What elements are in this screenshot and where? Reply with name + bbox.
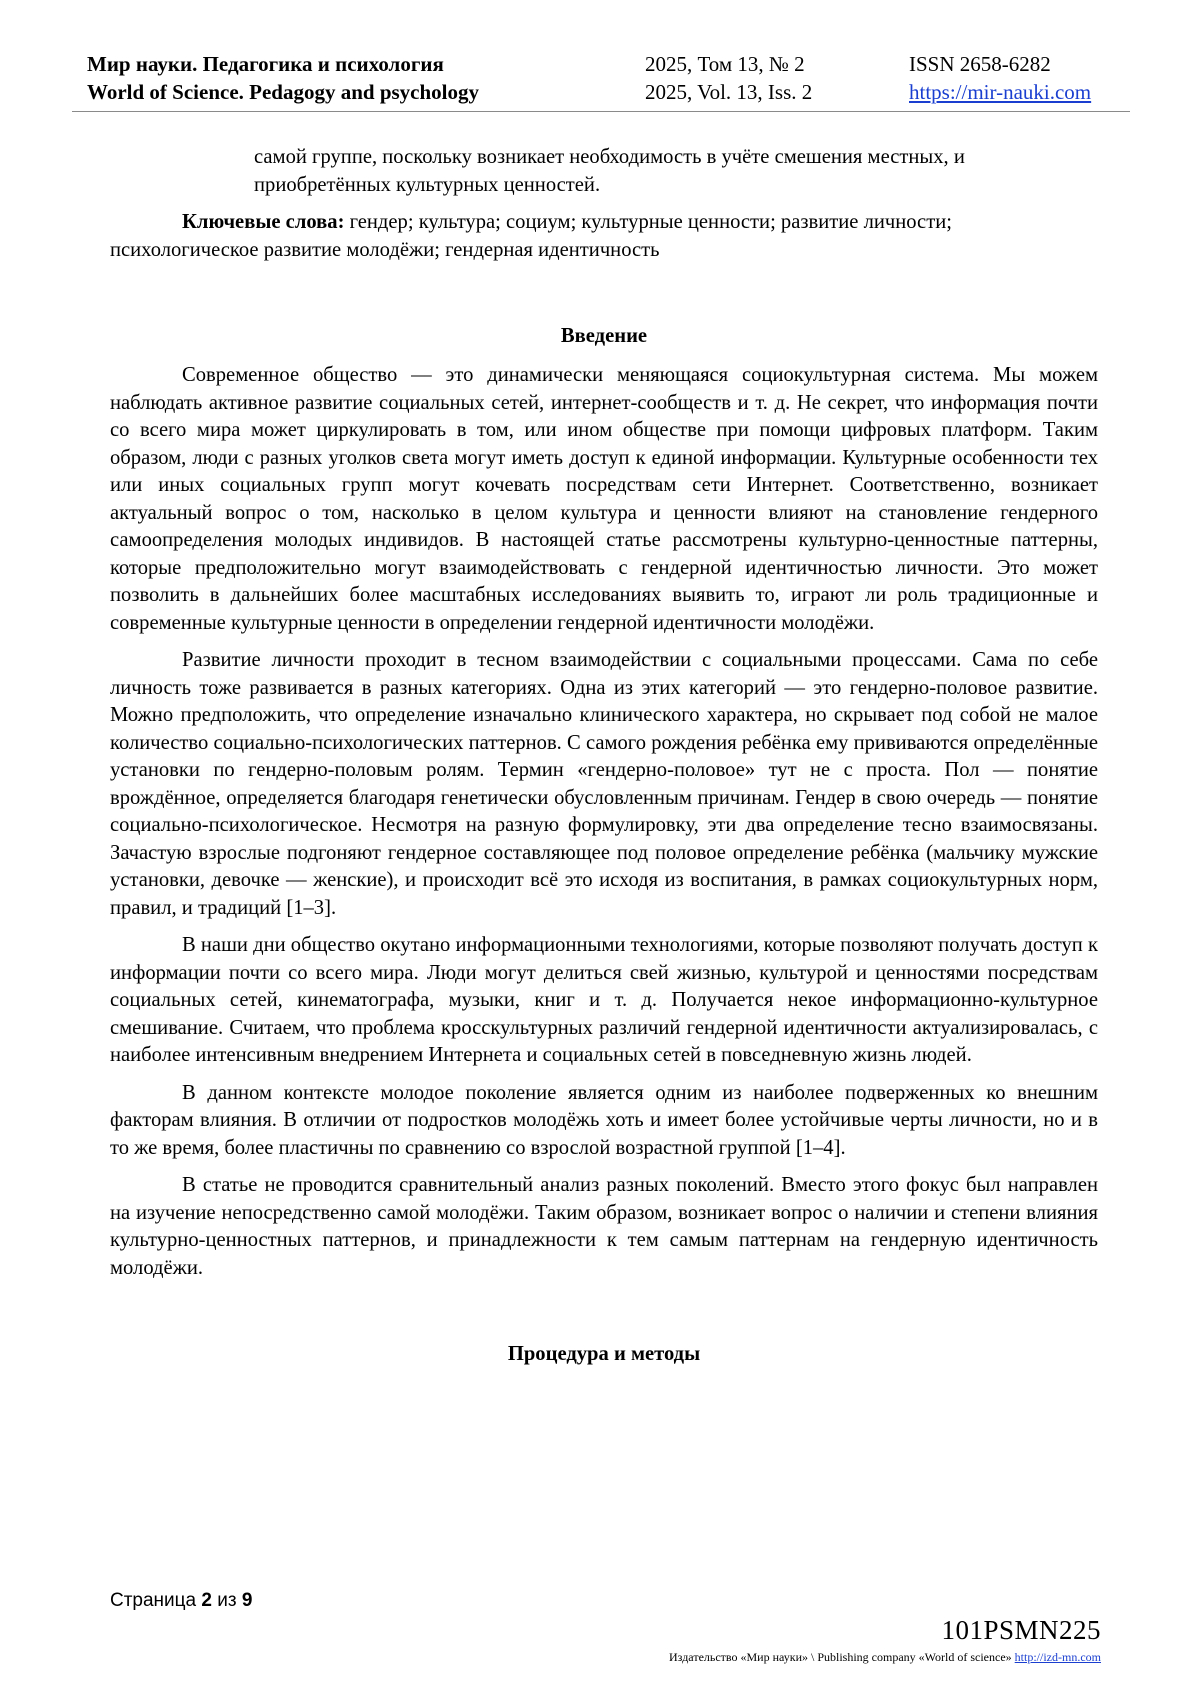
- issn: ISSN 2658-6282: [909, 52, 1051, 76]
- publisher-url-link[interactable]: http://izd-mn.com: [1014, 1650, 1101, 1664]
- article-code: 101PSMN225: [941, 1615, 1101, 1645]
- section-heading-methods: Процедура и методы: [507, 1343, 701, 1365]
- page-current: 2: [201, 1590, 212, 1611]
- paragraph: В статье не проводится сравнительный анализ разных поколений. Вместо этого фокус был направлен на изучение непосредственно самой молодёжи. Таким образом, возникает вопрос о наличии и степени влияния культурно-ценностных паттернов, и принадлежности к тем самым паттернам на гендерную идентичность молодёжи.: [110, 1174, 1098, 1279]
- paragraph: Современное общество — это динамически меняющаяся социокультурная система. Мы можем наблюдать активное развитие социальных сетей, интернет-сообществ и т. д. Не секрет, что информация почти со всего мира может циркулировать в том, или ином обществе при помощи цифровых платформ. Таким образом, люди с разных уголков света могут иметь доступ к единой информации. Культурные особенности тех или иных социальных групп могут кочевать посредствам сети Интернет. Соответственно, возникает актуальный вопрос о том, насколько в целом культура и ценности влияют на становление гендерного самоопределения молодых индивидов. В настоящей статье рассмотрены культурно-ценностные паттерны, которые предположительно могут взаимодействовать с гендерной идентичностью личности. Это может позволить в дальнейших более масштабных исследованиях выявить то, играют ли роль традиционные и современные культурные ценности в определении гендерной идентичности молодёжи.: [110, 364, 1098, 634]
- issn-block: [909, 50, 1119, 106]
- keywords-label: Ключевые слова:: [182, 211, 345, 233]
- page-label: Страница: [110, 1590, 197, 1611]
- issue-block: [645, 50, 905, 106]
- page-of: из: [217, 1590, 237, 1611]
- keywords: [110, 209, 1098, 264]
- running-header: [87, 50, 1117, 110]
- publisher-text: Издательство «Мир науки» \ Publishing company «World of science»: [669, 1650, 1012, 1664]
- page-number: [110, 1590, 252, 1612]
- paragraph: В данном контексте молодое поколение является одним из наиболее подверженных ко внешним факторам влияния. В отличии от подростков молодёжь хоть и имеет более устойчивые черты личности, но и в то же время, более пластичны по сравнению со взрослой возрастной группой [1–4].: [110, 1081, 1098, 1159]
- keywords-text: гендер; культура; социум; культурные ценности; развитие личности; психологическое развитие молодёжи; гендерная идентичность: [110, 211, 952, 261]
- page-total: 9: [241, 1590, 253, 1611]
- journal-title-ru: Мир науки. Педагогика и психология: [87, 52, 444, 76]
- header-divider: [72, 111, 1130, 112]
- journal-url-link[interactable]: https://mir-nauki.com: [909, 80, 1092, 104]
- abstract-tail: самой группе, поскольку возникает необходимость в учёте смешения местных, и приобретённых культурных ценностей.: [254, 146, 965, 196]
- issue-ru: 2025, Том 13, № 2: [645, 52, 805, 76]
- paragraph: В наши дни общество окутано информационными технологиями, которые позволяют получать доступ к информации почти со всего мира. Люди могут делиться свей жизнью, культурой и ценностями посредствам социальных сетей, кинематографа, музыки, книг и т. д. Получается некое информационно-культурное смешивание. Считаем, что проблема кросскультурных различий гендерной идентичности актуализировалась, с наиболее интенсивным внедрением Интернета и социальных сетей в повседневную жизнь людей.: [110, 934, 1098, 1066]
- journal-title-block: [87, 50, 647, 106]
- section-heading-introduction: Введение: [560, 325, 648, 347]
- journal-title-en: World of Science. Pedagogy and psychology: [87, 80, 480, 104]
- article-body: [110, 144, 1098, 1368]
- paragraph: Развитие личности проходит в тесном взаимодействии с социальными процессами. Сама по себе личность тоже развивается в разных категориях. Одна из этих категорий — это гендерно-половое развитие. Можно предположить, что определение изначально клинического характера, но скрывает под собой не малое количество социально-психологических паттернов. С самого рождения ребёнка ему прививаются определённые установки по гендерно-половым ролям. Термин «гендерно-половое» тут не с проста. Пол — понятие врождённое, определяется благодаря генетически обусловленным причинам. Гендер в свою очередь — понятие социально-психологическое. Несмотря на разную формулировку, эти два определение тесно взаимосвязаны. Зачастую взрослые подгоняют гендерное составляющее под половое определение ребёнка (мальчику мужские установки, девочке — женские), и происходит всё это исходя из воспитания, в рамках социокультурных норм, правил, и традиций [1–3].: [110, 649, 1098, 919]
- publisher-line: [669, 1650, 1101, 1665]
- issue-en: 2025, Vol. 13, Iss. 2: [645, 80, 813, 104]
